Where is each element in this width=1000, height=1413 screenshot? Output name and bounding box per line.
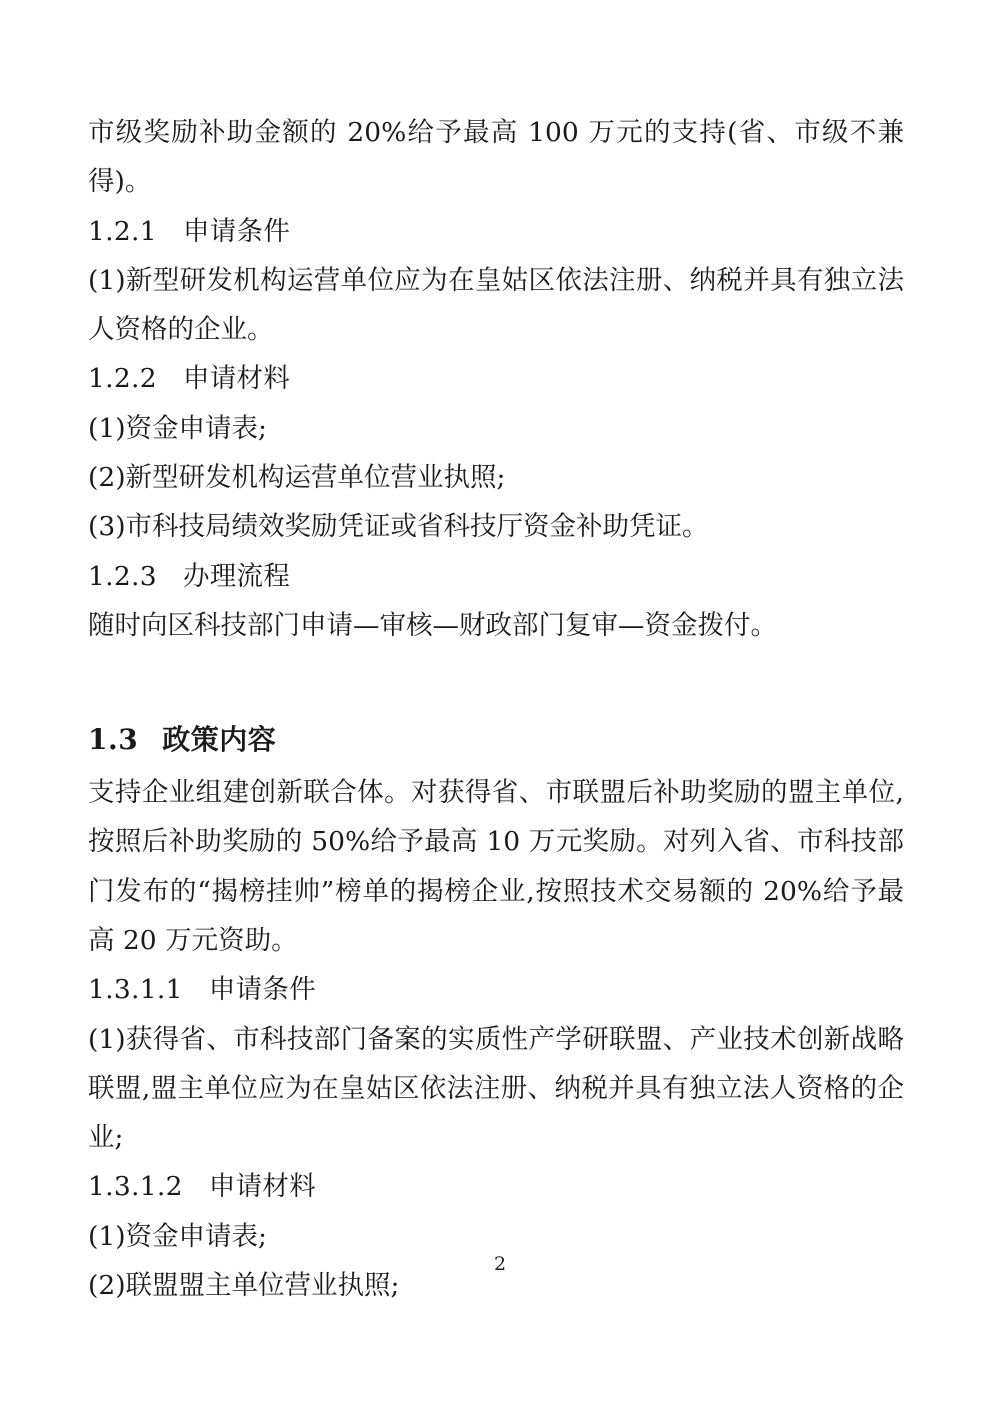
heading-1-3-1-2	[88, 1162, 904, 1211]
heading-1-2-3-label: 办理流程	[182, 560, 291, 592]
section-title-1-3-number: 1.3	[88, 723, 139, 757]
section-title-1-3	[88, 714, 904, 766]
heading-1-2-2	[88, 354, 904, 403]
list-item-1-2-2-2: (2)新型研发机构运营单位营业执照;	[88, 461, 506, 493]
page-number: 2	[493, 1253, 507, 1275]
heading-1-2-2-label: 申请材料	[182, 363, 291, 395]
list-item-1-3-1-2-1: (1)资金申请表;	[88, 1220, 267, 1252]
heading-1-3-1-2-number: 1.3.1.2	[88, 1171, 183, 1203]
heading-1-2-1-label: 申请条件	[182, 215, 291, 247]
heading-1-3-1-1-label: 申请条件	[208, 974, 317, 1006]
section-title-1-3-label: 政策内容	[162, 723, 277, 757]
list-item-1-3-1-2-2: (2)联盟盟主单位营业执照;	[88, 1269, 400, 1301]
document-body	[88, 108, 904, 1310]
paragraph-1-2-1-condition-1: (1)新型研发机构运营单位应为在皇姑区依法注册、纳税并具有独立法人资格的企业。	[88, 264, 904, 346]
heading-1-2-3-number: 1.2.3	[88, 560, 157, 592]
list-item-1-2-2-1: (1)资金申请表;	[88, 412, 267, 444]
paragraph-1-3-policy-content: 支持企业组建创新联合体。对获得省、市联盟后补助奖励的盟主单位,按照后补助奖励的 50%给予最高 10 万元奖励。对列入省、市科技部门发布的“揭榜挂帅”榜单的揭榜企业,按照技术交易额的 20%给予最高 20 万元资助。	[88, 777, 904, 957]
paragraph-1-2-3-process: 随时向区科技部门申请—审核—财政部门复审—资金拨付。	[88, 609, 777, 641]
heading-1-2-2-number: 1.2.2	[88, 363, 157, 395]
heading-1-2-1-number: 1.2.1	[88, 215, 157, 247]
list-item-1-2-2-3: (3)市科技局绩效奖励凭证或省科技厅资金补助凭证。	[88, 511, 709, 543]
heading-1-3-1-2-label: 申请材料	[208, 1171, 317, 1203]
heading-1-2-3	[88, 552, 904, 601]
section-spacer	[88, 650, 904, 684]
heading-1-3-1-1-number: 1.3.1.1	[88, 974, 183, 1006]
heading-1-2-1	[88, 207, 904, 256]
paragraph-market-subsidy: 市级奖励补助金额的 20%给予最高 100 万元的支持(省、市级不兼得)。	[88, 117, 904, 198]
heading-1-3-1-1	[88, 965, 904, 1014]
paragraph-1-3-1-1-condition-1: (1)获得省、市科技部门备案的实质性产学研联盟、产业技术创新战略联盟,盟主单位应为在皇姑区依法注册、纳税并具有独立法人资格的企业;	[88, 1023, 904, 1154]
